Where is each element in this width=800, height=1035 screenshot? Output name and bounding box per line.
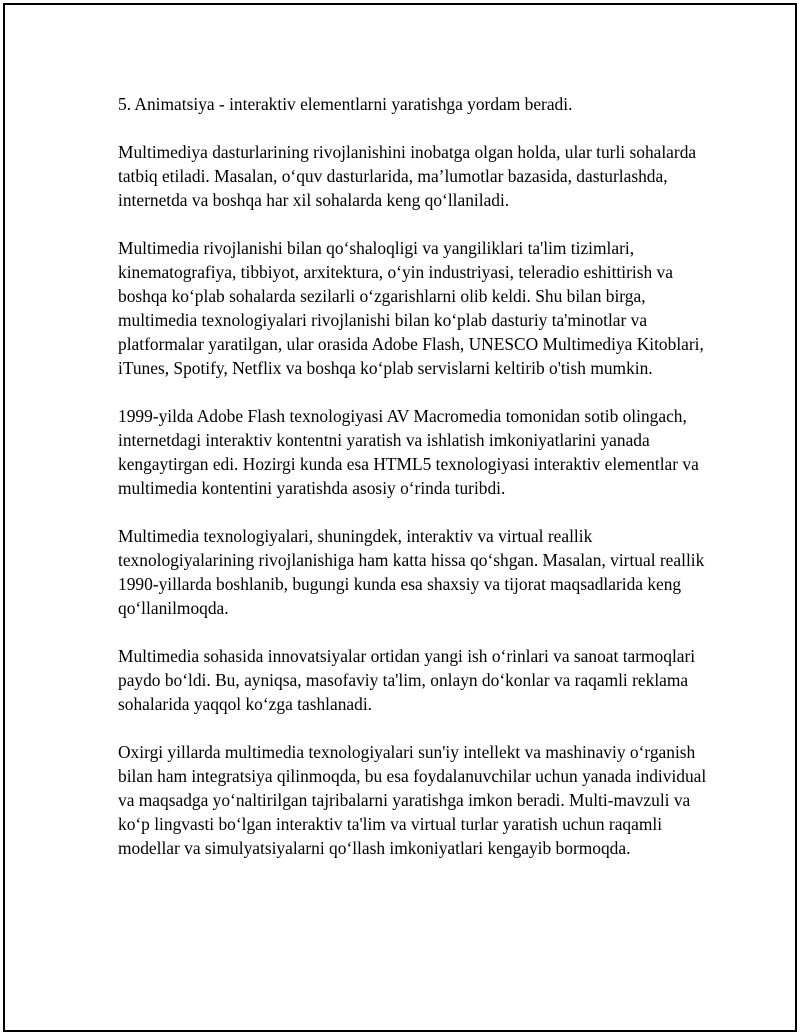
document-body [118, 92, 718, 884]
paragraph-virtual-reality: Multimedia texnologiyalari, shuningdek, interaktiv va virtual reallik texnologiyalarining rivojlanishiga ham katta hissa qo‘shgan. Masalan, virtual reallik 1990-yillarda boshlanib, bugungi kunda esa shaxsiy va tijorat maqsadlarida keng qo‘llanilmoqda. [118, 526, 705, 618]
paragraph-ai-integration: Oxirgi yillarda multimedia texnologiyalari sun'iy intellekt va mashinaviy o‘rganish bilan ham integratsiya qilinmoqda, bu esa foydalanuvchilar uchun yanada individual va maqsadga yo‘naltirilgan tajribalarni yaratishga imkon beradi. Multi-mavzuli va ko‘p lingvasti bo‘lgan interaktiv ta'lim va virtual turlar yaratish uchun raqamli modellar va simulyatsiyalarni qo‘llash imkoniyatlari kengayib bormoqda. [118, 742, 707, 858]
paragraph-innovation-jobs: Multimedia sohasida innovatsiyalar ortidan yangi ish o‘rinlari va sanoat tarmoqlari paydo bo‘ldi. Bu, ayniqsa, masofaviy ta'lim, onlayn do‘konlar va raqamli reklama sohalarida yaqqol ko‘zga tashlanadi. [118, 646, 696, 714]
paragraph-multimedia-development: Multimedia rivojlanishi bilan qo‘shaloqligi va yangiliklari ta'lim tizimlari, kinematografiya, tibbiyot, arxitektura, o‘yin industriyasi, teleradio eshittirish va boshqa ko‘plab sohalarda sezilarli o‘zgarishlarni olib keldi. Shu bilan birga, multimedia texnologiyalari rivojlanishi bilan ko‘plab dasturiy ta'minotlar va platformalar yaratilgan, ular orasida Adobe Flash, UNESCO Multimediya Kitoblari, iTunes, Spotify, Netflix va boshqa ko‘plab servislarni keltirib o'tish mumkin. [118, 238, 704, 378]
paragraph-animation-item: 5. Animatsiya - interaktiv elementlarni yaratishga yordam beradi. [118, 94, 573, 114]
paragraph-multimedia-applications: Multimediya dasturlarining rivojlanishini inobatga olgan holda, ular turli sohalarda tatbiq etiladi. Masalan, o‘quv dasturlarida, ma’lumotlar bazasida, dasturlashda, internetda va boshqa har xil sohalarda keng qo‘llaniladi. [118, 142, 697, 210]
paragraph-adobe-flash-history: 1999-yilda Adobe Flash texnologiyasi AV Macromedia tomonidan sotib olingach, internetdagi interaktiv kontentni yaratish va ishlatish imkoniyatlarini yanada kengaytirgan edi. Hozirgi kunda esa HTML5 texnologiyasi interaktiv elementlar va multimedia kontentini yaratishda asosiy o‘rinda turibdi. [118, 406, 699, 498]
